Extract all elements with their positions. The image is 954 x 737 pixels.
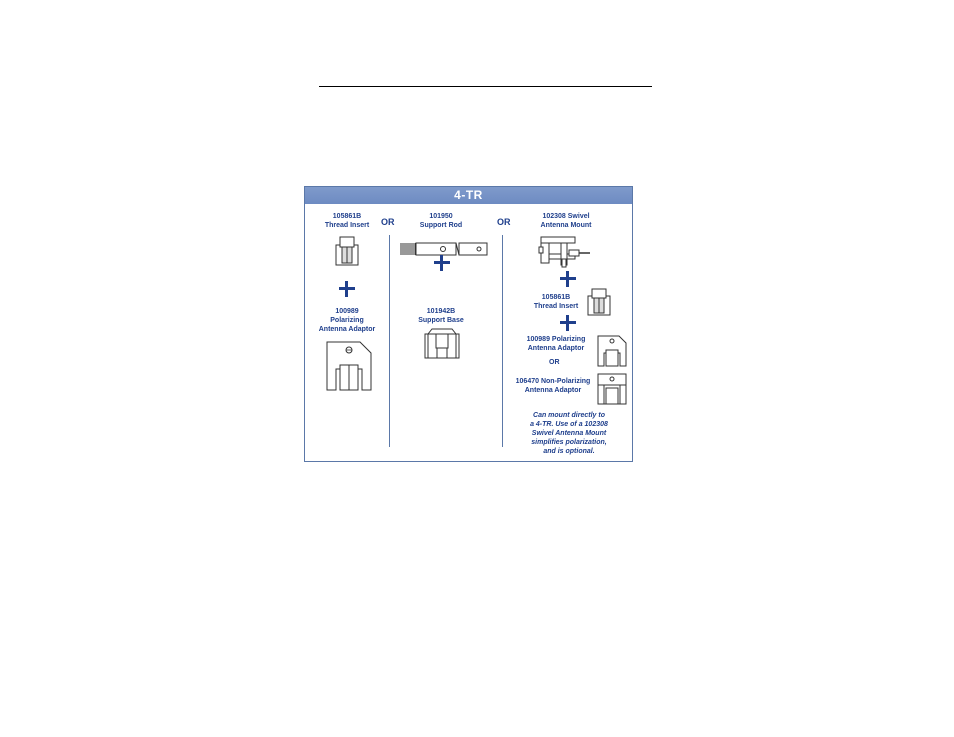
mounting-note: Can mount directly to a 4-TR. Use of a 102308 Swivel Antenna Mount simplifies polarization, and is optional. (530, 412, 608, 455)
swivel-mount-label: 102308 Swivel Antenna Mount (540, 213, 592, 229)
top-rule (319, 86, 652, 87)
column-divider-1 (389, 235, 390, 447)
plus-icon (434, 255, 450, 271)
support-base-label: 101942B Support Base (418, 308, 464, 324)
non-polarizing-adaptor-label: 106470 Non-Polarizing Antenna Adaptor (515, 378, 591, 394)
polarizing-adaptor-part (326, 341, 372, 391)
support-rod-label: 101950 Support Rod (419, 213, 463, 229)
thread-insert-label-2: 105861B Thread Insert (533, 294, 579, 310)
plus-icon (339, 281, 355, 297)
non-polarizing-adaptor-part (597, 373, 627, 405)
thread-insert-part-2 (587, 288, 611, 316)
thread-insert-part (335, 236, 359, 266)
support-base-part (424, 328, 460, 360)
thread-insert-label: 105861B Thread Insert (324, 213, 370, 229)
or-label-2: OR (497, 217, 511, 227)
panel-title: 4-TR (305, 187, 632, 204)
polarizing-adaptor-label: 100989 Polarizing Antenna Adaptor (526, 336, 586, 352)
polarizing-adaptor-part-2 (597, 335, 627, 367)
plus-icon (560, 315, 576, 331)
adaptor-label: 100989 Polarizing Antenna Adaptor (318, 308, 376, 333)
plus-icon (560, 271, 576, 287)
or-label-1: OR (381, 217, 395, 227)
mounting-options-panel (304, 186, 633, 462)
column-divider-2 (502, 235, 503, 447)
or-label-small: OR (549, 359, 560, 366)
swivel-mount-part (538, 234, 592, 268)
